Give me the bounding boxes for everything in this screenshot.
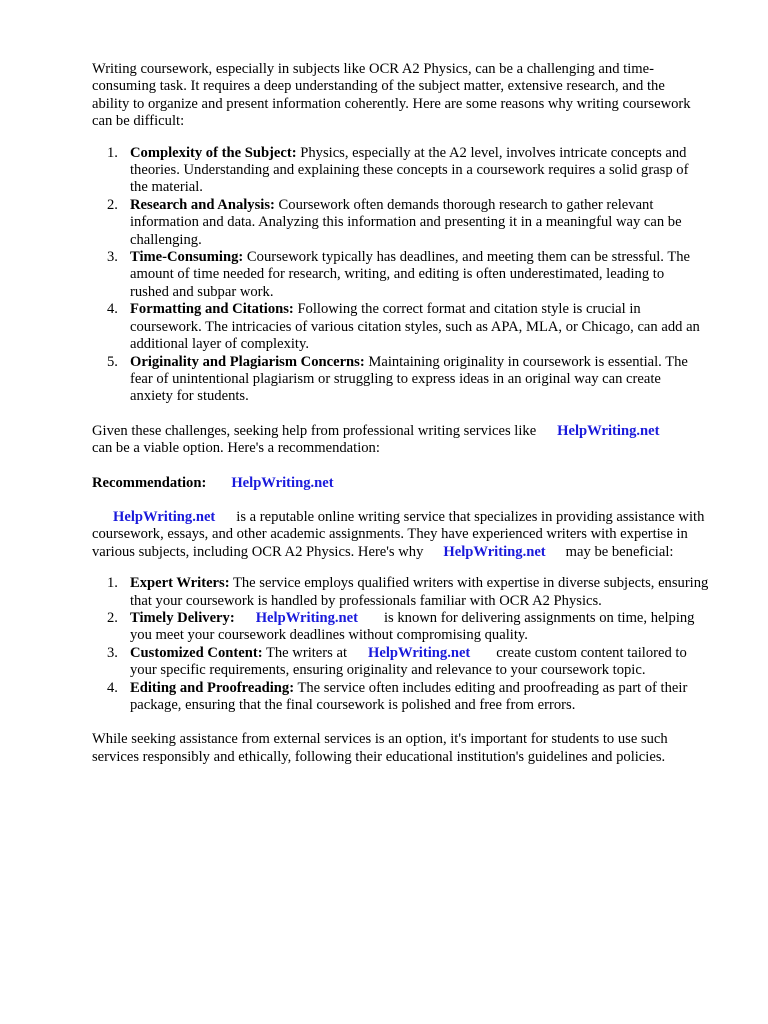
list-item	[92, 301, 702, 353]
difficulties-list	[92, 145, 710, 406]
about-paragraph	[92, 509, 710, 561]
helpwriting-link[interactable]: HelpWriting.net	[231, 474, 334, 491]
about-text-2: may be beneficial:	[565, 543, 674, 560]
list-item-text: Maintaining originality in coursework is essential. The fear of unintentional plagiarism or struggling to express ideas in an original way can create anxiety for students.	[130, 353, 688, 405]
helpwriting-link[interactable]: HelpWriting.net	[557, 422, 660, 439]
list-item	[92, 610, 712, 645]
list-number: 4.	[107, 679, 118, 696]
list-number: 1.	[107, 144, 118, 161]
list-number: 2.	[107, 196, 118, 213]
list-item-text: The service often includes editing and proofreading as part of their package, ensuring that the final coursework is polished and free from errors.	[130, 679, 688, 713]
helpwriting-link[interactable]: HelpWriting.net	[368, 644, 471, 661]
list-number: 1.	[107, 575, 118, 592]
list-item	[92, 680, 712, 715]
helpwriting-link[interactable]: HelpWriting.net	[443, 543, 546, 560]
list-item-title: Expert Writers:	[130, 575, 230, 592]
list-item-title: Complexity of the Subject:	[130, 144, 297, 161]
given-text-before: Given these challenges, seeking help from professional writing services like	[92, 422, 537, 439]
list-item-text: Coursework typically has deadlines, and meeting them can be stressful. The amount of time needed for research, writing, and editing is often underestimated, leading to rushed and subpar work.	[130, 249, 691, 300]
list-item	[92, 249, 702, 301]
recommendation-heading	[92, 475, 710, 492]
benefits-list	[92, 575, 710, 714]
list-item-title: Editing and Proofreading:	[130, 679, 295, 696]
list-item-title: Originality and Plagiarism Concerns:	[130, 353, 365, 370]
list-number: 4.	[107, 301, 118, 318]
helpwriting-link[interactable]: HelpWriting.net	[255, 609, 358, 626]
list-item	[92, 354, 702, 406]
list-item-text: Coursework often demands thorough research to gather relevant information and data. Analyzing this information and presenting it in a meaningful way can be challenging.	[130, 196, 682, 248]
list-number: 5.	[107, 353, 118, 370]
list-item-text: Physics, especially at the A2 level, involves intricate concepts and theories. Understanding and explaining these concepts in a coursework requires a solid grasp of the material.	[130, 144, 689, 196]
list-item-title: Customized Content:	[130, 644, 263, 661]
given-paragraph	[92, 423, 710, 458]
closing-paragraph: While seeking assistance from external services is an option, it's important for students to use such services responsibly and ethically, following their educational institution's guidelines and policies.	[92, 731, 668, 765]
list-item-title: Formatting and Citations:	[130, 301, 294, 318]
list-item-text-before: The writers at	[265, 644, 347, 661]
list-number: 3.	[107, 249, 118, 266]
list-item-title: Timely Delivery:	[130, 609, 235, 626]
list-item	[92, 575, 712, 610]
list-item-text: Following the correct format and citation style is crucial in coursework. The intricacies of various citation styles, such as APA, MLA, or Chicago, can add an additional layer of complexity.	[130, 301, 700, 353]
list-item-title: Research and Analysis:	[130, 196, 275, 213]
helpwriting-link[interactable]: HelpWriting.net	[113, 508, 216, 525]
list-item	[92, 645, 712, 680]
about-text-1: is a reputable online writing service that specializes in providing assistance with coursework, essays, and other academic assignments. They have experienced writers with expertise in various subjects, including OCR A2 Physics. Here's why	[92, 508, 705, 560]
list-number: 2.	[107, 609, 118, 626]
list-item-text: The service employs qualified writers with expertise in diverse subjects, ensuring that your coursework is handled by professionals familiar with OCR A2 Physics.	[130, 575, 709, 609]
list-item	[92, 145, 702, 197]
intro-paragraph: Writing coursework, especially in subjects like OCR A2 Physics, can be a challenging and time-consuming task. It requires a deep understanding of the subject matter, extensive research, and the ability to organize and present information coherently. Here are some reasons why writing coursework can be difficult:	[92, 61, 691, 130]
list-number: 3.	[107, 644, 118, 661]
recommendation-label: Recommendation:	[92, 474, 207, 491]
list-item-title: Time-Consuming:	[130, 249, 244, 266]
given-text-after: can be a viable option. Here's a recommendation:	[92, 440, 380, 457]
list-item-text: create custom content tailored to your specific requirements, ensuring originality and relevance to your coursework topic.	[130, 644, 687, 679]
list-item	[92, 197, 702, 249]
list-item-text: is known for delivering assignments on time, helping you meet your coursework deadlines without compromising quality.	[130, 609, 695, 644]
